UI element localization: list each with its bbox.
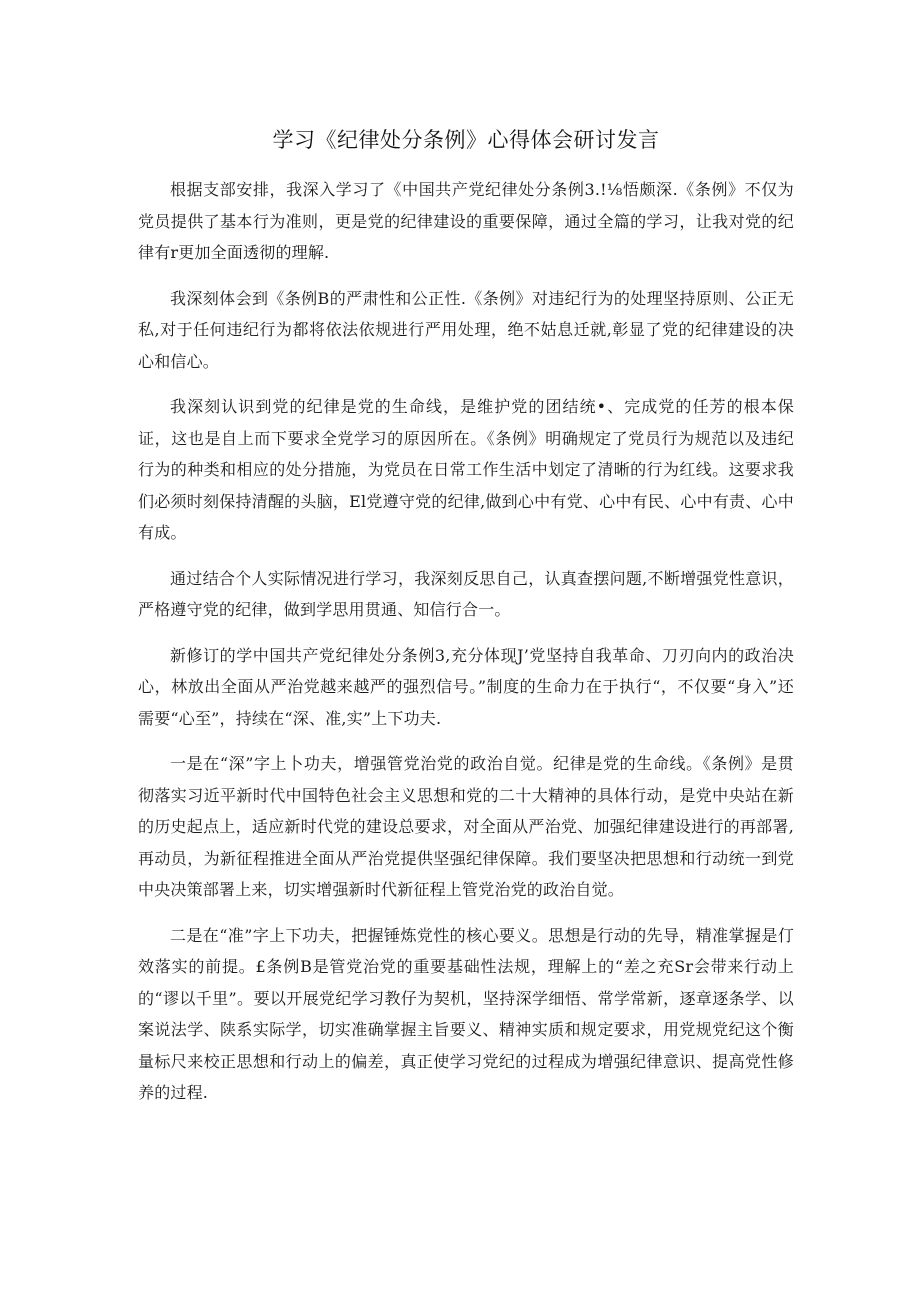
document-page [138, 118, 794, 1123]
paragraph-7: 二是在“准”字上下功夫，把握锤炼党性的核心要义。思想是行动的先导，精准掌握是仃效落实的前提。£条例B是管党治党的重要基础性法规，理解上的“差之充Sr会带来行动上的“谬以千里”。要以开展党纪学习教仔为契机，坚持深学细悟、常学常新，逐章逐条学、以案说法学、陕系实际学，切实准确掌握主旨要义、精神实质和规定要求，用党规党纪这个衡量标尺来校正思想和行动上的偏差，真正使学习党纪的过程成为增强纪律意识、提高党性修养的过程. [138, 925, 794, 1102]
document-title: 学习《纪律处分条例》心得体会研讨发言 [272, 128, 660, 152]
paragraph-1: 根据支部安排，我深入学习了《中国共产党纪律处分条例3.!⅛悟颇深.《条例》不仅为党员提供了基本行为准则，更是党的纪律建设的重要保障，通过全篇的学习，让我对党的纪律有r更加全面透彻的理解. [138, 180, 794, 262]
paragraph-2: 我深刻体会到《条例B的严肃性和公正性.《条例》对违纪行为的处理坚持原则、公正无私,对于任何违纪行为都将依法依规进行严用处理，绝不姑息迁就,彰显了党的纪律建设的决心和信心。 [138, 288, 794, 371]
paragraph-5: 新修订的学中国共产党纪律处分条例3,充分体现J’党坚持自我革命、刀刃向内的政治决心，林放出全面从严治党越来越严的强烈信号。”制度的生命力在于执行“，不仅要“身入”还需要“心至”，持续在“深、准,实”上下功夫. [138, 645, 794, 728]
paragraph-3: 我深刻认识到党的纪律是党的生命线，是维护党的团结统•、完成党的任芳的根本保证，这也是自上而下要求全党学习的原因所在。《条例》明确规定了党员行为规范以及违纪行为的种类和相应的处分措施，为党员在日常工作生活中划定了清晰的行为红线。这要求我们必须时刻保持清醒的头脑，El党遵守党的纪律,做到心中有党、心中有民、心中有责、心中有成。 [138, 397, 794, 542]
paragraph-6: 一是在“深”字上卜功夫，增强管党治党的政治自觉。纪律是党的生命线。《条例》是贯彻落实习近平新时代中国特色社会主义思想和党的二十大精神的具体行动，是党中央站在新的历史起点上，适应新时代党的建设总要求，对全面从严治党、加强纪律建设进行的再部署,再动员，为新征程推进全面从严治党提供坚强纪律保障。我们要坚决把思想和行动统一到党中央决策部署上来，切实增强新时代新征程上管党治党的政治自觉。 [138, 754, 794, 899]
paragraph-4: 通过结合个人实际情况进行学习，我深刻反思自己，认真查摆问题,不断增强党性意识，严格遵守党的纪律，做到学思用贯通、知信行合一。 [138, 568, 794, 619]
